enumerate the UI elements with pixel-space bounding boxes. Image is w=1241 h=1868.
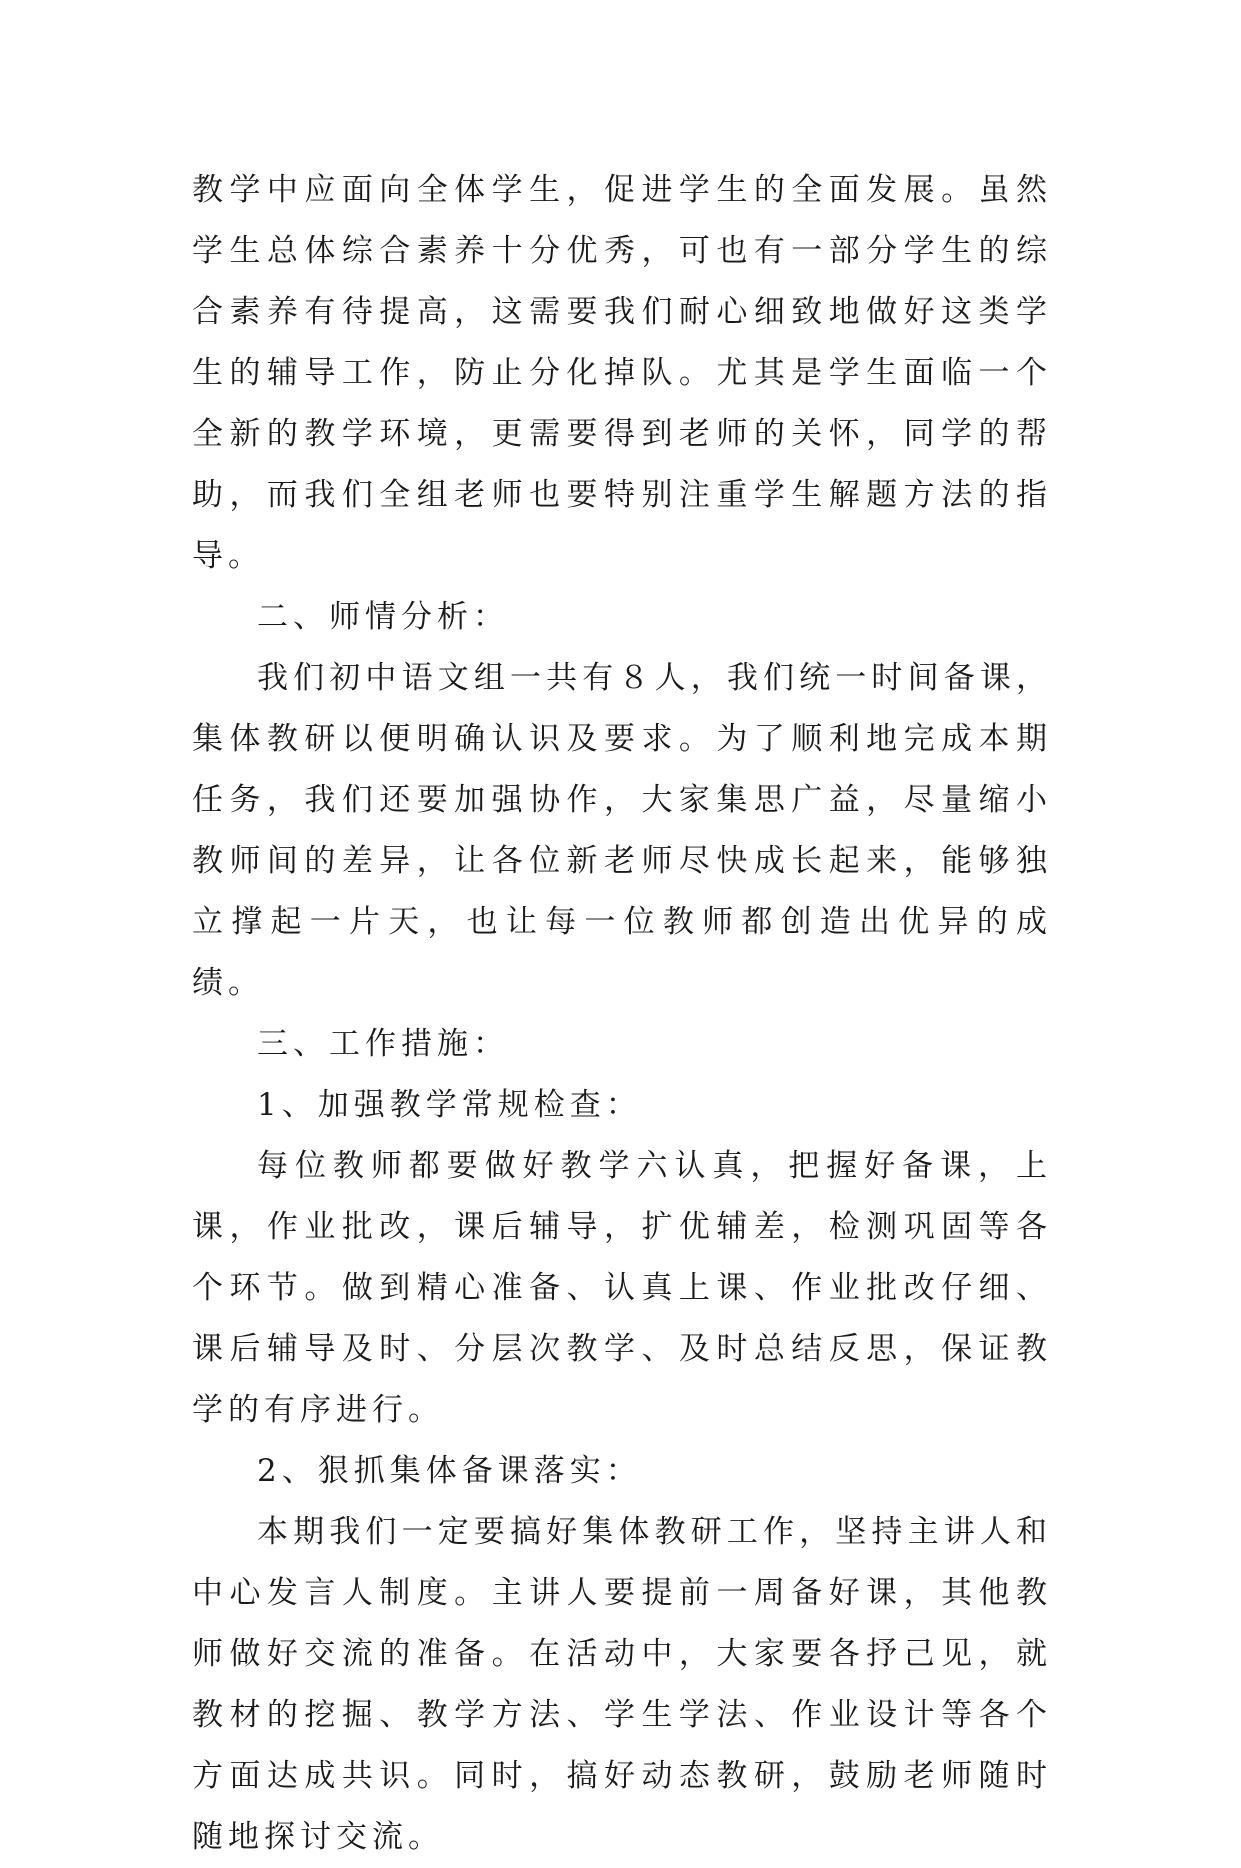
- document-body: [192, 160, 1052, 1868]
- section-heading-teacher-analysis: 二、师情分析：: [257, 599, 509, 635]
- paragraph-teacher-analysis: 我们初中语文组一共有８人，我们统一时间备课，集体教研以便明确认识及要求。为了顺利地完成本期任务，我们还要加强协作，大家集思广益，尽量缩小教师间的差异，让各位新老师尽快成长起来，能够独立撑起一片天，也让每一位教师都创造出优异的成绩。: [192, 660, 1052, 1001]
- paragraph-student-analysis-continued: 教学中应面向全体学生，促进学生的全面发展。虽然学生总体综合素养十分优秀，可也有一部分学生的综合素养有待提高，这需要我们耐心细致地做好这类学生的辅导工作，防止分化掉队。尤其是学生面临一个全新的教学环境，更需要得到老师的关怀，同学的帮助，而我们全组老师也要特别注重学生解题方法的指导。: [192, 172, 1052, 574]
- subheading-routine-inspection: 1、加强教学常规检查：: [257, 1087, 642, 1123]
- paragraph-collective-lesson-prep: 本期我们一定要搞好集体教研工作，坚持主讲人和中心发言人制度。主讲人要提前一周备好课，其他教师做好交流的准备。在活动中，大家要各抒己见，就教材的挖掘、教学方法、学生学法、作业设计等各个方面达成共识。同时，搞好动态教研，鼓励老师随时随地探讨交流。: [192, 1514, 1052, 1855]
- subheading-collective-lesson-prep: 2、狠抓集体备课落实：: [257, 1453, 642, 1489]
- section-heading-work-measures: 三、工作措施：: [257, 1026, 509, 1062]
- paragraph-routine-inspection: 每位教师都要做好教学六认真，把握好备课，上课，作业批改，课后辅导，扩优辅差，检测巩固等各个环节。做到精心准备、认真上课、作业批改仔细、课后辅导及时、分层次教学、及时总结反思，保证教学的有序进行。: [192, 1148, 1052, 1428]
